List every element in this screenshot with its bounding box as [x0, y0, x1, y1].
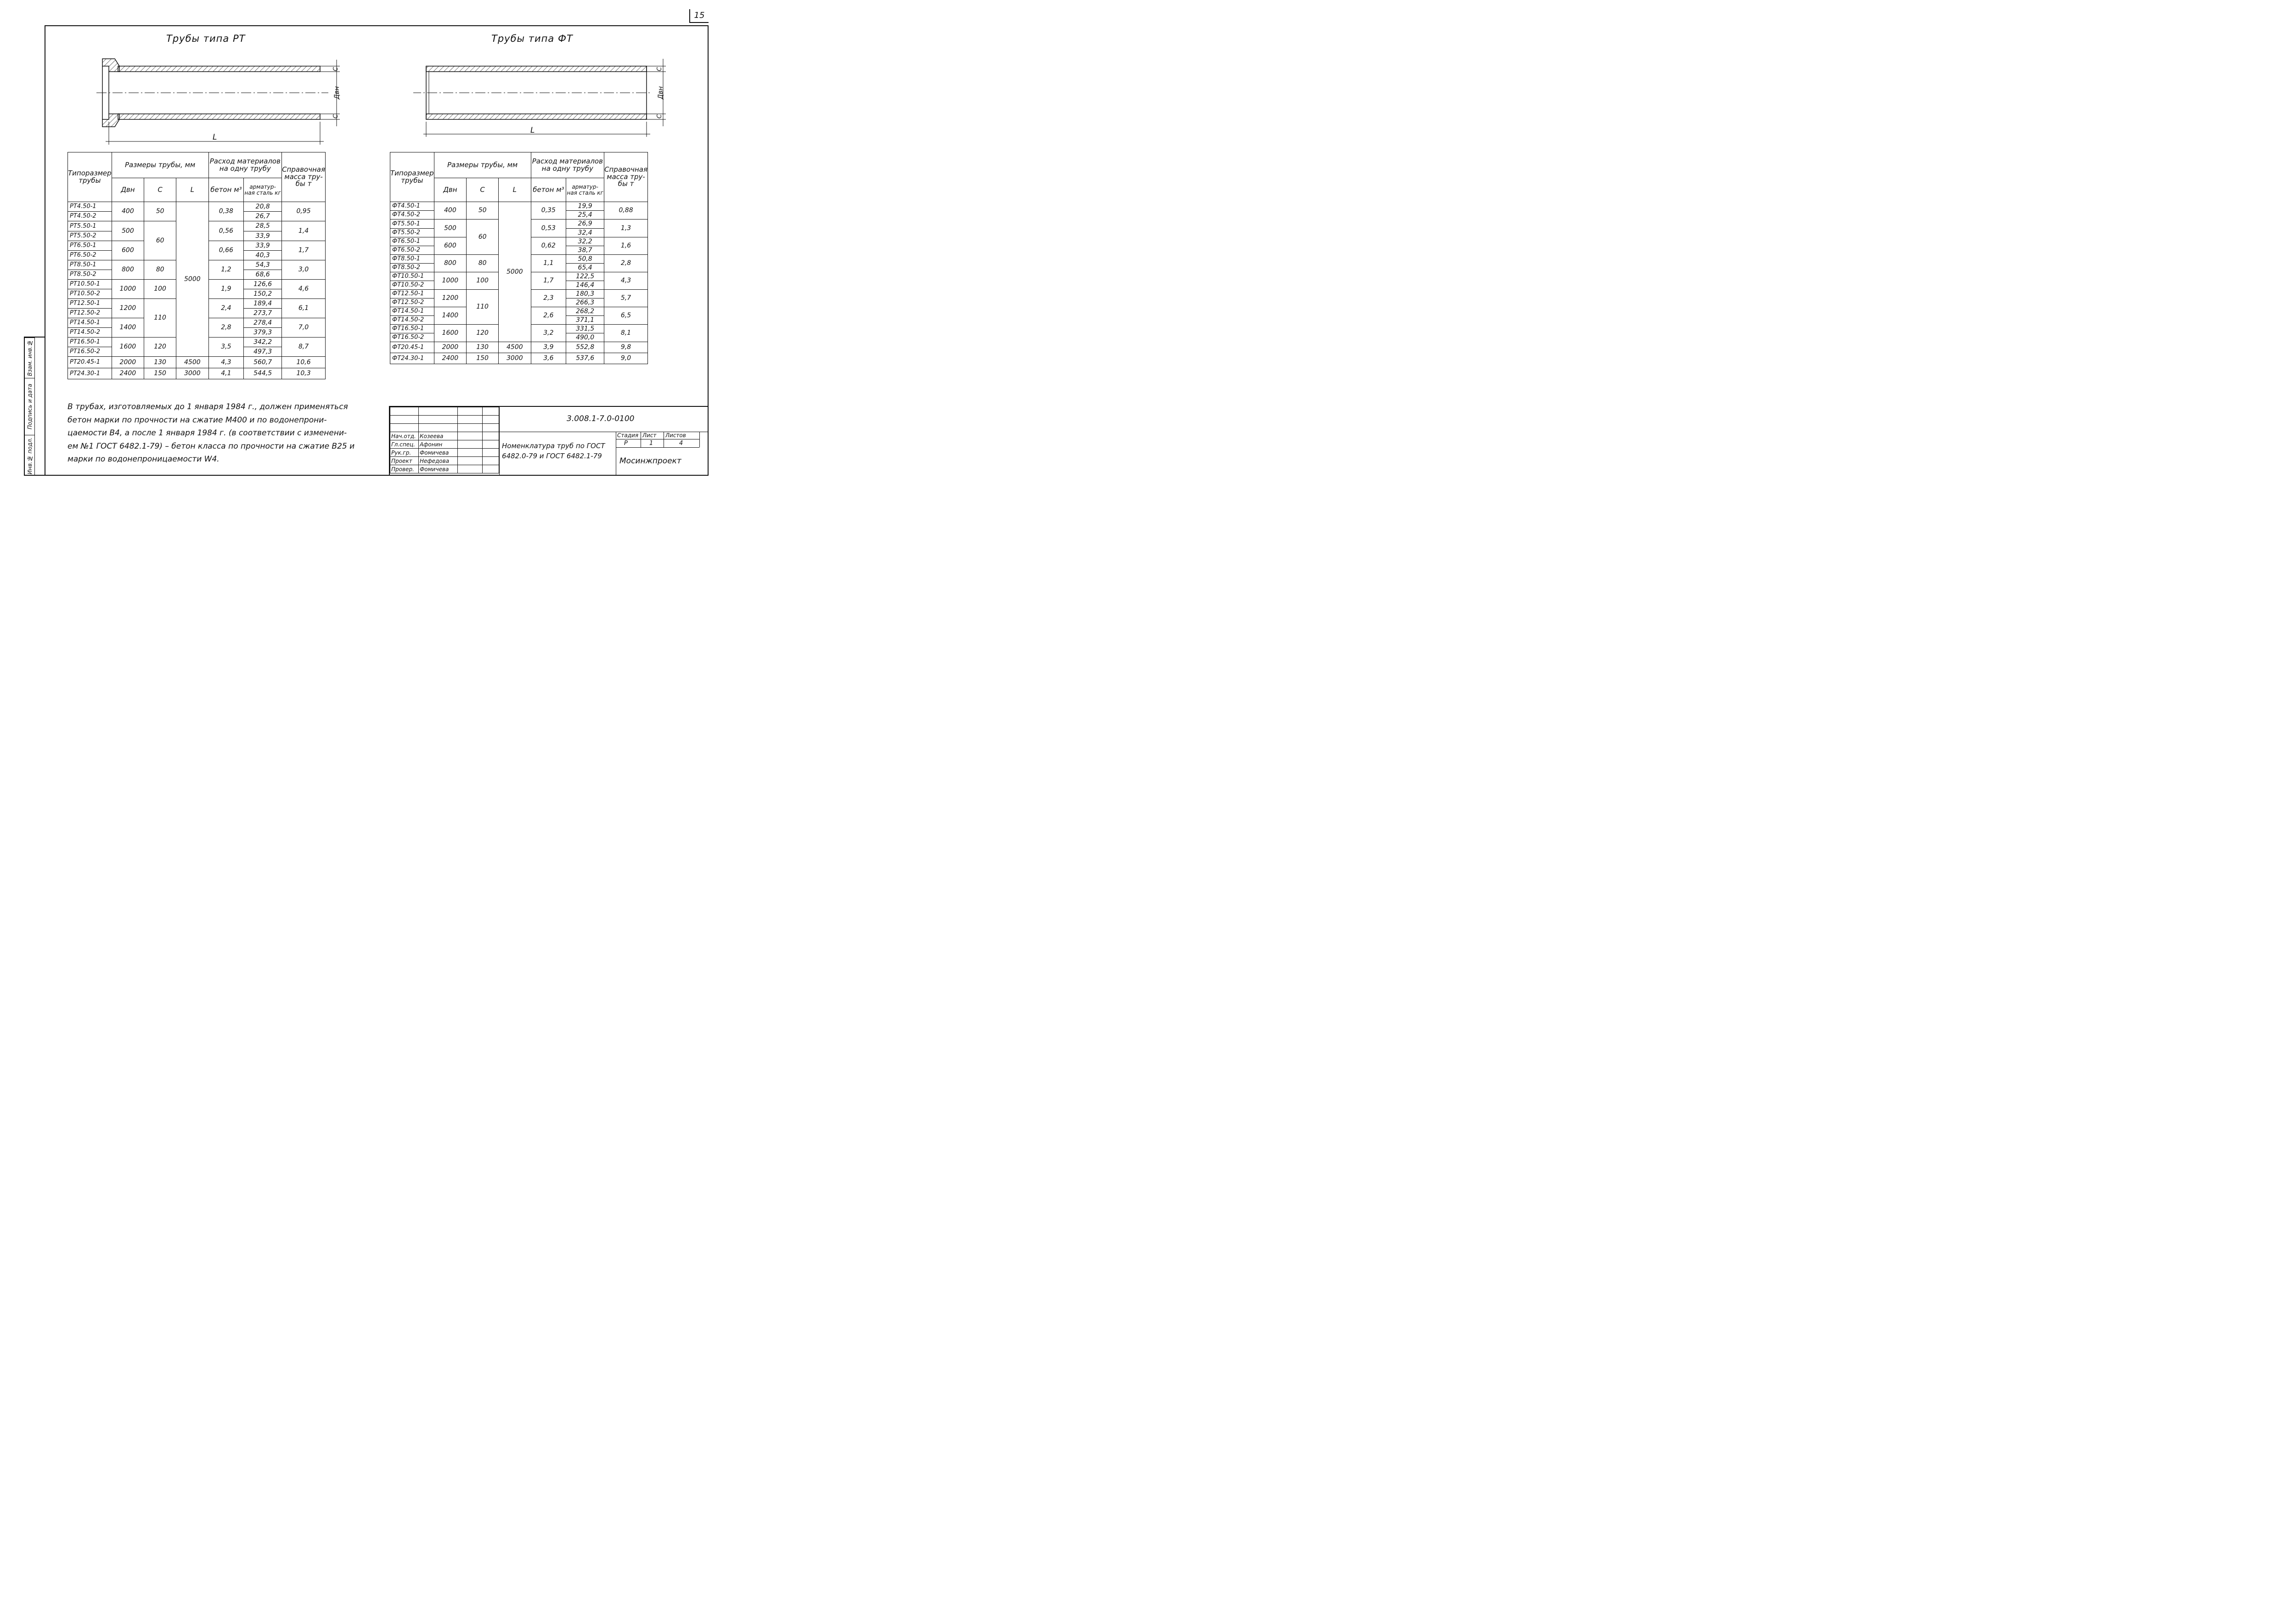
sheet-value: 1 — [649, 440, 653, 447]
stage-value: Р — [624, 440, 628, 447]
table-cell: 3,2 — [531, 325, 566, 342]
table-cell: ФТ16.50-2 — [390, 333, 434, 342]
table-cell: ФТ5.50-1 — [390, 220, 434, 229]
table-cell: 130 — [144, 357, 176, 368]
table-cell: 800 — [434, 255, 466, 272]
table-cell: 180,3 — [566, 290, 604, 298]
table-cell: 4,3 — [604, 272, 648, 290]
table-cell: 4,6 — [282, 280, 326, 299]
table-cell: ФТ5.50-2 — [390, 229, 434, 237]
table-cell: Нач.отд. — [390, 432, 419, 440]
sidebar-inv-orig: Инв.№ подл. — [27, 437, 33, 474]
left-title: Трубы типа РТ — [166, 33, 246, 44]
col-header-sizes: Размеры трубы, мм — [112, 152, 208, 178]
table-cell: Афонин — [418, 440, 457, 449]
table-cell: 26,9 — [566, 220, 604, 229]
approval-table — [390, 407, 499, 473]
table-cell: 400 — [112, 202, 144, 221]
table-cell: 38,7 — [566, 246, 604, 255]
table-cell: ФТ10.50-2 — [390, 281, 434, 290]
table-cell: 1600 — [434, 325, 466, 342]
sheets-value: 4 — [679, 440, 683, 447]
table-cell — [457, 465, 483, 473]
table-cell: Нефедова — [418, 457, 457, 465]
table-cell: 50 — [467, 202, 499, 220]
stage-label: Стадия — [617, 432, 639, 439]
col-header-type: Типоразмер трубы — [68, 152, 112, 202]
table-cell — [457, 457, 483, 465]
table-cell — [483, 407, 499, 416]
col-header-materials: Расход материалов на одну трубу — [208, 152, 282, 178]
table-cell: 19,9 — [566, 202, 604, 211]
table-cell: Гл.спец. — [390, 440, 419, 449]
col-header-l: L — [499, 178, 531, 202]
table-cell: ФТ24.30-1 — [390, 353, 434, 364]
table-cell: 10,3 — [282, 368, 326, 379]
table-cell: 800 — [112, 260, 144, 280]
table-cell: 1000 — [112, 280, 144, 299]
table-cell: РТ4.50-1 — [68, 202, 112, 212]
table-cell: ФТ12.50-2 — [390, 298, 434, 307]
table-cell: 2400 — [112, 368, 144, 379]
table-cell: 1,4 — [282, 221, 326, 241]
ft-dim-l: L — [530, 126, 535, 135]
table-cell: РТ16.50-2 — [68, 347, 112, 357]
table-cell: 146,4 — [566, 281, 604, 290]
table-cell: 1,6 — [604, 237, 648, 255]
table-cell: 6,1 — [282, 299, 326, 318]
table-cell: РТ5.50-2 — [68, 231, 112, 241]
table-cell: 1400 — [112, 318, 144, 338]
table-cell: Проект — [390, 457, 419, 465]
table-cell: 25,4 — [566, 211, 604, 220]
table-cell: 32,4 — [566, 229, 604, 237]
table-cell — [457, 416, 483, 424]
ft-dim-c-top: С — [656, 67, 664, 72]
table-cell: ФТ6.50-1 — [390, 237, 434, 246]
table-cell: ФТ4.50-1 — [390, 202, 434, 211]
table-cell: 54,3 — [244, 260, 282, 270]
table-cell: 490,0 — [566, 333, 604, 342]
table-cell — [483, 424, 499, 432]
table-cell: 130 — [467, 342, 499, 353]
table-cell: РТ12.50-2 — [68, 309, 112, 318]
table-cell — [483, 449, 499, 457]
table-cell: 122,5 — [566, 272, 604, 281]
col-header-concrete: бетон м³ — [531, 178, 566, 202]
col-header-concrete: бетон м³ — [208, 178, 244, 202]
table-cell — [418, 416, 457, 424]
table-cell: 537,6 — [566, 353, 604, 364]
table-cell: 342,2 — [244, 338, 282, 347]
table-cell: ФТ16.50-1 — [390, 325, 434, 333]
col-header-c: С — [467, 178, 499, 202]
sidebar-sign-date: Подпись и дата — [27, 383, 33, 429]
table-cell: 266,3 — [566, 298, 604, 307]
table-cell: 0,95 — [282, 202, 326, 221]
table-cell: 50,8 — [566, 255, 604, 264]
organization: Мосинжпроект — [619, 456, 681, 466]
table-cell: 1000 — [434, 272, 466, 290]
table-cell: 120 — [144, 338, 176, 357]
table-cell: Фомичева — [418, 449, 457, 457]
table-cell: РТ4.50-2 — [68, 212, 112, 221]
table-cell: РТ6.50-2 — [68, 251, 112, 260]
table-cell — [418, 407, 457, 416]
table-cell: ФТ12.50-1 — [390, 290, 434, 298]
table-cell: 379,3 — [244, 328, 282, 338]
col-header-d: Двн — [434, 178, 466, 202]
table-cell: 1,2 — [208, 260, 244, 280]
table-cell: 0,88 — [604, 202, 648, 220]
table-cell — [390, 416, 419, 424]
table-cell: 560,7 — [244, 357, 282, 368]
ft-dim-c-bottom: С — [656, 114, 664, 119]
table-cell: 1400 — [434, 307, 466, 325]
table-cell: РТ16.50-1 — [68, 338, 112, 347]
table-cell: 28,5 — [244, 221, 282, 231]
table-cell: 6,5 — [604, 307, 648, 325]
table-cell: 2,8 — [208, 318, 244, 338]
table-cell: 0,53 — [531, 220, 566, 237]
table-cell: РТ20.45-1 — [68, 357, 112, 368]
table-cell — [457, 440, 483, 449]
table-cell — [457, 432, 483, 440]
table-cell: 33,9 — [244, 241, 282, 251]
table-cell: Рук.гр. — [390, 449, 419, 457]
table-cell: 600 — [434, 237, 466, 255]
table-cell: РТ10.50-1 — [68, 280, 112, 289]
col-header-c: С — [144, 178, 176, 202]
col-header-sizes: Размеры трубы, мм — [434, 152, 531, 178]
left-sidebar — [24, 337, 45, 476]
table-cell — [483, 457, 499, 465]
table-cell: РТ8.50-1 — [68, 260, 112, 270]
table-cell: 1,9 — [208, 280, 244, 299]
sheet-label: Лист — [642, 432, 657, 439]
table-cell: ФТ10.50-1 — [390, 272, 434, 281]
table-cell: 26,7 — [244, 212, 282, 221]
table-cell: 60 — [467, 220, 499, 255]
table-cell: 400 — [434, 202, 466, 220]
table-cell: 1,1 — [531, 255, 566, 272]
table-cell: 2,3 — [531, 290, 566, 307]
table-cell: 68,6 — [244, 270, 282, 280]
table-cell — [483, 440, 499, 449]
table-cell: ФТ20.45-1 — [390, 342, 434, 353]
table-cell: 5000 — [499, 202, 531, 342]
table-cell: Фомичева — [418, 465, 457, 473]
table-cell: 0,35 — [531, 202, 566, 220]
col-header-steel: арматур- ная сталь кг — [244, 178, 282, 202]
table-cell: 0,56 — [208, 221, 244, 241]
rt-dim-l: L — [213, 133, 217, 142]
table-cell: 500 — [112, 221, 144, 241]
table-cell: ФТ8.50-2 — [390, 264, 434, 272]
table-cell: 1200 — [112, 299, 144, 318]
rt-dim-c-bottom: С — [332, 114, 340, 119]
table-cell — [483, 416, 499, 424]
table-cell: 0,66 — [208, 241, 244, 260]
table-cell — [390, 424, 419, 432]
table-cell: 278,4 — [244, 318, 282, 328]
table-cell: 3000 — [176, 368, 208, 379]
table-cell: 1,3 — [604, 220, 648, 237]
table-cell: 7,0 — [282, 318, 326, 338]
table-cell: ФТ6.50-2 — [390, 246, 434, 255]
ft-spec-table — [390, 152, 648, 364]
table-cell: 8,1 — [604, 325, 648, 342]
col-header-steel: арматур- ная сталь кг — [566, 178, 604, 202]
table-cell: 1,7 — [282, 241, 326, 260]
table-cell: 33,9 — [244, 231, 282, 241]
table-cell: 189,4 — [244, 299, 282, 309]
table-cell: 3,0 — [282, 260, 326, 280]
table-cell: 600 — [112, 241, 144, 260]
doc-code: 3.008.1-7.0-0100 — [567, 414, 635, 423]
table-cell: 2,4 — [208, 299, 244, 318]
table-cell — [483, 465, 499, 473]
table-cell: 2,6 — [531, 307, 566, 325]
ft-dim-d: Двн — [657, 86, 665, 100]
table-cell: РТ12.50-1 — [68, 299, 112, 309]
doc-title: Номенклатура труб по ГОСТ 6482.0-79 и ГОСТ 6482.1-79 — [502, 442, 605, 460]
rt-pipe-drawing — [94, 55, 347, 147]
table-cell: РТ24.30-1 — [68, 368, 112, 379]
table-cell: ФТ4.50-2 — [390, 211, 434, 220]
rt-dim-c-top: С — [332, 67, 340, 72]
right-title: Трубы типа ФТ — [491, 33, 573, 44]
col-header-l: L — [176, 178, 208, 202]
table-cell — [483, 432, 499, 440]
table-cell: 552,8 — [566, 342, 604, 353]
table-cell: 2,8 — [604, 255, 648, 272]
table-cell — [457, 449, 483, 457]
table-cell: 497,3 — [244, 347, 282, 357]
table-cell: 4,3 — [208, 357, 244, 368]
col-header-materials: Расход материалов на одну трубу — [531, 152, 604, 178]
table-cell: 100 — [144, 280, 176, 299]
table-cell: РТ10.50-2 — [68, 289, 112, 299]
table-cell: ФТ8.50-1 — [390, 255, 434, 264]
rt-table-body — [68, 202, 326, 379]
table-cell — [457, 407, 483, 416]
table-cell: 273,7 — [244, 309, 282, 318]
table-cell: 120 — [467, 325, 499, 342]
table-cell: 50 — [144, 202, 176, 221]
table-cell: 5000 — [176, 202, 208, 357]
table-cell: 0,62 — [531, 237, 566, 255]
title-block — [389, 406, 709, 476]
table-cell: 1,7 — [531, 272, 566, 290]
table-cell: 20,8 — [244, 202, 282, 212]
sheets-label: Листов — [665, 432, 686, 439]
table-cell: 2400 — [434, 353, 466, 364]
table-cell: 60 — [144, 221, 176, 260]
table-cell: ФТ14.50-1 — [390, 307, 434, 316]
table-cell: 5,7 — [604, 290, 648, 307]
rt-spec-table — [68, 152, 326, 379]
table-cell: ФТ14.50-2 — [390, 316, 434, 325]
table-cell: 80 — [467, 255, 499, 272]
table-cell: 4500 — [499, 342, 531, 353]
table-cell: 110 — [144, 299, 176, 338]
table-cell: 3000 — [499, 353, 531, 364]
table-cell — [390, 407, 419, 416]
table-cell: 500 — [434, 220, 466, 237]
table-cell: 331,5 — [566, 325, 604, 333]
ft-pipe-drawing — [413, 55, 670, 138]
table-cell: РТ14.50-2 — [68, 328, 112, 338]
table-cell: 3,5 — [208, 338, 244, 357]
table-cell: 3,9 — [531, 342, 566, 353]
table-cell: 544,5 — [244, 368, 282, 379]
table-cell: 10,6 — [282, 357, 326, 368]
table-cell: 65,4 — [566, 264, 604, 272]
table-cell: 1200 — [434, 290, 466, 307]
table-cell: 371,1 — [566, 316, 604, 325]
table-cell — [418, 424, 457, 432]
sidebar-replace-inv: Взам. инв.№ — [27, 339, 33, 376]
table-cell: 110 — [467, 290, 499, 325]
ft-table-body — [390, 202, 648, 364]
col-header-d: Двн — [112, 178, 144, 202]
table-cell: 9,0 — [604, 353, 648, 364]
col-header-mass: Справочная масса тру- бы т — [604, 152, 648, 202]
table-cell: 2000 — [434, 342, 466, 353]
table-cell: 4500 — [176, 357, 208, 368]
table-cell: РТ14.50-1 — [68, 318, 112, 328]
table-cell: 9,8 — [604, 342, 648, 353]
table-cell: 268,2 — [566, 307, 604, 316]
table-cell: 100 — [467, 272, 499, 290]
col-header-mass: Справочная масса тру- бы т — [282, 152, 326, 202]
concrete-note: В трубах, изготовляемых до 1 января 1984 г., должен применяться бетон марки по прочности на сжатие М400 и по водонепрони- цаемости В4, а после 1 января 1984 г. (в соответствии с изменени- ем №1 ГОСТ 6482.1-79) – бетон класса по прочности на сжатие В25 и марки по водонепроницаемости W4. — [68, 402, 355, 464]
table-cell: 3,6 — [531, 353, 566, 364]
table-cell: 150 — [144, 368, 176, 379]
table-cell: 150 — [467, 353, 499, 364]
table-cell: Провер. — [390, 465, 419, 473]
table-cell: РТ5.50-1 — [68, 221, 112, 231]
table-cell: РТ6.50-1 — [68, 241, 112, 251]
col-header-type: Типоразмер трубы — [390, 152, 434, 202]
table-cell: 32,2 — [566, 237, 604, 246]
table-cell — [457, 424, 483, 432]
table-cell: 8,7 — [282, 338, 326, 357]
table-cell: Козеева — [418, 432, 457, 440]
table-cell: 1600 — [112, 338, 144, 357]
table-cell: 80 — [144, 260, 176, 280]
table-cell: 150,2 — [244, 289, 282, 299]
table-cell: 0,38 — [208, 202, 244, 221]
table-cell: 2000 — [112, 357, 144, 368]
table-cell: 126,6 — [244, 280, 282, 289]
rt-dim-d: Двн — [333, 86, 341, 100]
table-cell: 40,3 — [244, 251, 282, 260]
sheet-number: 15 — [689, 9, 709, 23]
table-cell: РТ8.50-2 — [68, 270, 112, 280]
table-cell: 4,1 — [208, 368, 244, 379]
